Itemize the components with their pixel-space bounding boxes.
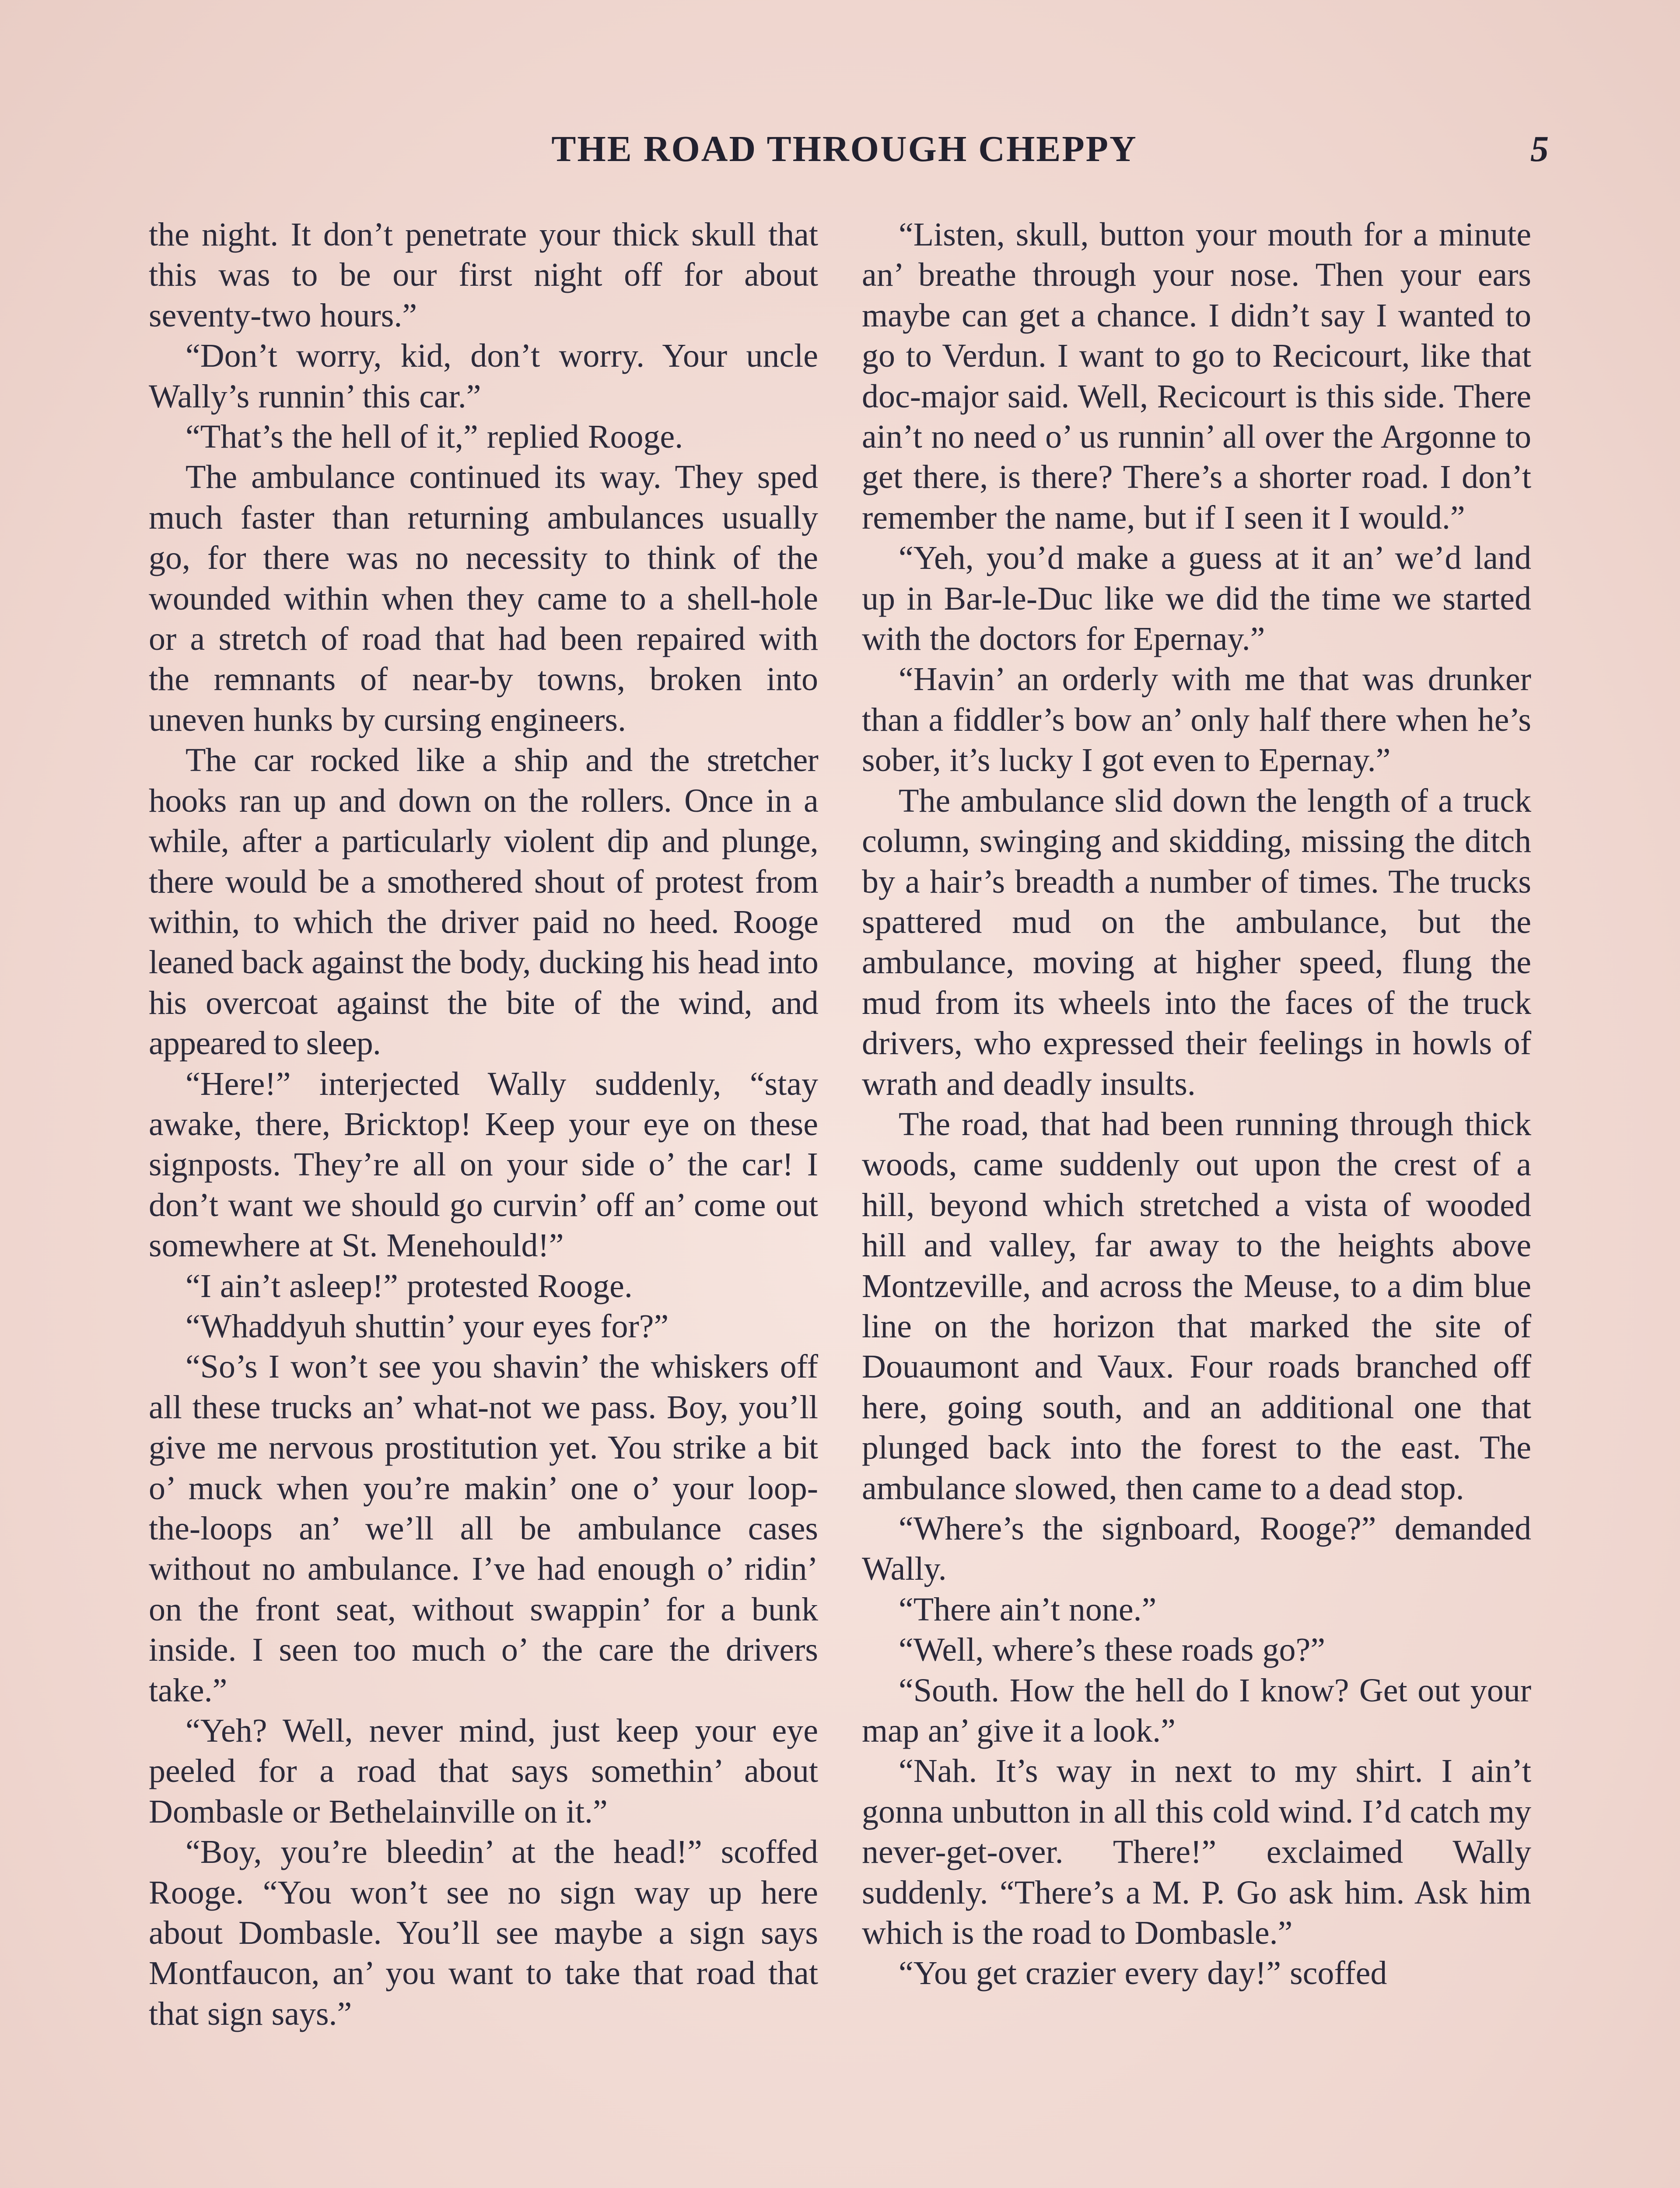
running-title: THE ROAD THROUGH CHEPPY (551, 129, 1138, 169)
paragraph: the night. It don’t penetrate your thick skull that this was to be our first night off for about seventy-two hours.” (149, 216, 818, 334)
paragraph: The ambulance slid down the length of a truck column, swinging and skidding, missing the ditch by a hair’s breadth a number of times. The trucks spattered mud on the ambulance, but the ambulance, moving at higher speed, flung the mud from its wheels into the faces of the truck drivers, who expressed their feelings in howls of wrath and deadly insults. (862, 782, 1531, 1102)
right-column (862, 214, 1531, 1994)
paragraph: “Here!” interjected Wally suddenly, “stay awake, there, Bricktop! Keep your eye on these signposts. They’re all on your side o’ the car! I don’t want we should go curvin’ off an’ come out somewhere at St. Menehould!” (149, 1065, 818, 1264)
paragraph: “Nah. It’s way in next to my shirt. I ain’t gonna unbutton in all this cold wind. I’d catch my never-get-over. There!” exclaimed Wally suddenly. “There’s a M. P. Go ask him. Ask him which is the road to Dombasle.” (862, 1753, 1531, 1952)
paragraph: “There ain’t none.” (899, 1591, 1157, 1628)
paragraph: The road, that had been running through thick woods, came suddenly out upon the crest of a hill, beyond which stretched a vista of wooded hill and valley, far away to the heights above Montzeville, and across the Meuse, to a dim blue line on the horizon that marked the site of Douaumont and Vaux. Four roads branched off here, going south, and an additional one that plunged back into the forest to the east. The ambulance slowed, then came to a dead stop. (862, 1105, 1531, 1507)
paragraph: “Where’s the signboard, Rooge?” demanded Wally. (862, 1510, 1531, 1588)
paragraph: “That’s the hell of it,” replied Rooge. (186, 418, 683, 456)
paragraph: The ambulance continued its way. They sped much faster than returning ambulances usually go, for there was no necessity to think of the wounded within when they came to a shell-hole or a stretch of road that had been repaired with the remnants of near-by towns, broken into uneven hunks by cursing engineers. (149, 459, 818, 738)
paragraph: “Boy, you’re bleedin’ at the head!” scoffed Rooge. “You won’t see no sign way up here about Dombasle. You’ll see maybe a sign says Montfaucon, an’ you want to take that road that that sign says.” (149, 1834, 818, 2032)
paragraph: “So’s I won’t see you shavin’ the whiskers off all these trucks an’ what-not we pass. Boy, you’ll give me nervous prostitution yet. You strike a bit o’ muck when you’re makin’ one o’ your loop-the-loops an’ we’ll all be ambulance cases without no ambulance. I’ve had enough o’ ridin’ on the front seat, without swappin’ for a bunk inside. I seen too much o’ the care the drivers take.” (149, 1348, 818, 1709)
paragraph: “Listen, skull, button your mouth for a minute an’ breathe through your nose. Then your ears maybe can get a chance. I didn’t say I wanted to go to Verdun. I want to go to Recicourt, like that doc-major said. Well, Recicourt is this side. There ain’t no need o’ us runnin’ all over the Argonne to get there, is there? There’s a shorter road. I don’t remember the name, but if I seen it I would.” (862, 216, 1531, 536)
left-column (149, 214, 818, 2034)
paragraph: “South. How the hell do I know? Get out your map an’ give it a look.” (862, 1672, 1531, 1750)
paragraph: “Well, where’s these roads go?” (899, 1631, 1325, 1669)
paragraph: “Yeh, you’d make a guess at it an’ we’d land up in Bar-le-Duc like we did the time we started with the doctors for Epernay.” (862, 540, 1531, 658)
paragraph: “Havin’ an orderly with me that was drunker than a fiddler’s bow an’ only half there when he’s sober, it’s lucky I got even to Epernay.” (862, 661, 1531, 779)
paragraph: “I ain’t asleep!” protested Rooge. (186, 1267, 633, 1304)
page-number: 5 (1530, 129, 1549, 169)
paragraph: “Yeh? Well, never mind, just keep your eye peeled for a road that says somethin’ about Dombasle or Bethelainville on it.” (149, 1712, 818, 1830)
paragraph: “Don’t worry, kid, don’t worry. Your uncle Wally’s runnin’ this car.” (149, 337, 818, 415)
paragraph: The car rocked like a ship and the stretcher hooks ran up and down on the rollers. Once in a while, after a particularly violent dip and plunge, there would be a smothered shout of protest from within, to which the driver paid no heed. Rooge leaned back against the body, ducking his head into his overcoat against the bite of the wind, and appeared to sleep. (149, 742, 818, 1062)
running-head (0, 128, 1680, 176)
paragraph: “Whaddyuh shuttin’ your eyes for?” (186, 1308, 669, 1345)
paragraph: “You get crazier every day!” scoffed (899, 1955, 1387, 1992)
